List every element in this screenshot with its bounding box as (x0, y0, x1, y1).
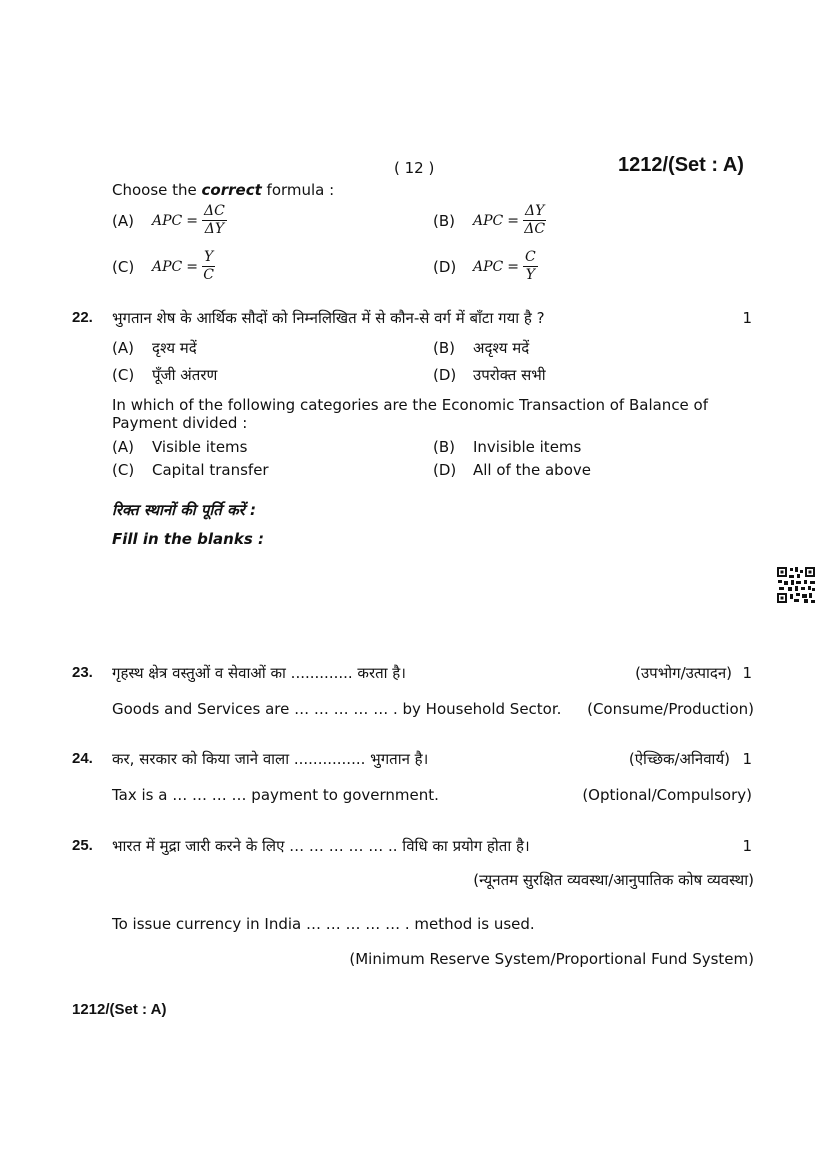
q22-english-option-d: (D) All of the above (433, 461, 591, 479)
q23-english-choice: (Consume/Production) (587, 700, 754, 718)
q22-hindi-option-a: (A) दृश्य मदें (112, 339, 197, 357)
fraction: $\frac{\Delta Y}{\Delta C}$ (524, 203, 546, 237)
q25-english-text: To issue currency in India … … … … … . method is used. (112, 915, 535, 933)
q24-number: 24. (72, 750, 93, 767)
q21-prompt: Choose the correct formula : (112, 181, 335, 199)
q22-hindi-option-c: (C) पूँजी अंतरण (112, 366, 218, 384)
q22-number: 22. (72, 309, 93, 326)
qr-code (776, 566, 816, 604)
q23-english-text: Goods and Services are … … … … … . by Household Sector. (112, 700, 562, 718)
section-heading-hindi: रिक्त स्थानों की पूर्ति करें : (112, 501, 256, 519)
q25-hindi-choice: (न्यूनतम सुरक्षित व्यवस्था/आनुपातिक कोष व्यवस्था) (473, 871, 754, 889)
q23-number: 23. (72, 664, 93, 681)
fraction: $\frac{C}{Y}$ (524, 249, 536, 283)
footer-paper-code: 1212/(Set : A) (72, 1001, 167, 1018)
q22-hindi-option-d: (D) उपरोक्त सभी (433, 366, 546, 384)
q25-english-choice: (Minimum Reserve System/Proportional Fund System) (349, 950, 754, 968)
q23-marks: 1 (742, 664, 752, 682)
q24-marks: 1 (742, 750, 752, 768)
q22-english-option-a: (A) Visible items (112, 438, 248, 456)
q22-english-option-c: (C) Capital transfer (112, 461, 269, 479)
q22-hindi-text: भुगतान शेष के आर्थिक सौदों को निम्नलिखित में से कौन-से वर्ग में बाँटा गया है ? (112, 309, 545, 327)
q21-option-b: (B) APC = $\frac{\Delta Y}{\Delta C}$ (433, 203, 546, 237)
q24-hindi-choice: (ऐच्छिक/अनिवार्य) (628, 750, 730, 768)
q22-marks: 1 (742, 309, 752, 327)
q23-hindi-text: गृहस्थ क्षेत्र वस्तुओं व सेवाओं का ............. करता है। (112, 664, 406, 682)
q23-hindi-choice: (उपभोग/उत्पादन) (635, 664, 732, 682)
q24-english-text: Tax is a … … … … payment to government. (112, 786, 439, 804)
paper-code: 1212/(Set : A) (618, 154, 744, 176)
fraction: $\frac{Y}{C}$ (203, 249, 214, 283)
q25-hindi-text: भारत में मुद्रा जारी करने के लिए … … … … … .. विधि का प्रयोग होता है। (112, 837, 530, 855)
q22-hindi-option-b: (B) अदृश्य मदें (433, 339, 530, 357)
q21-option-a: (A) APC = $\frac{\Delta C}{\Delta Y}$ (112, 203, 225, 237)
section-heading-english: Fill in the blanks : (112, 530, 264, 548)
q21-option-d: (D) APC = $\frac{C}{Y}$ (433, 249, 536, 283)
fraction: $\frac{\Delta C}{\Delta Y}$ (203, 203, 225, 237)
q22-english-line2: Payment divided : (112, 414, 248, 432)
q22-english-option-b: (B) Invisible items (433, 438, 582, 456)
q25-number: 25. (72, 837, 93, 854)
q24-hindi-text: कर, सरकार को किया जाने वाला ............... भुगतान है। (112, 750, 429, 768)
q21-option-c: (C) APC = $\frac{Y}{C}$ (112, 249, 214, 283)
q22-english-line1: In which of the following categories are the Economic Transaction of Balance of (112, 396, 709, 414)
q25-marks: 1 (742, 837, 752, 855)
page-number: ( 12 ) (394, 159, 435, 177)
q24-english-choice: (Optional/Compulsory) (582, 786, 752, 804)
